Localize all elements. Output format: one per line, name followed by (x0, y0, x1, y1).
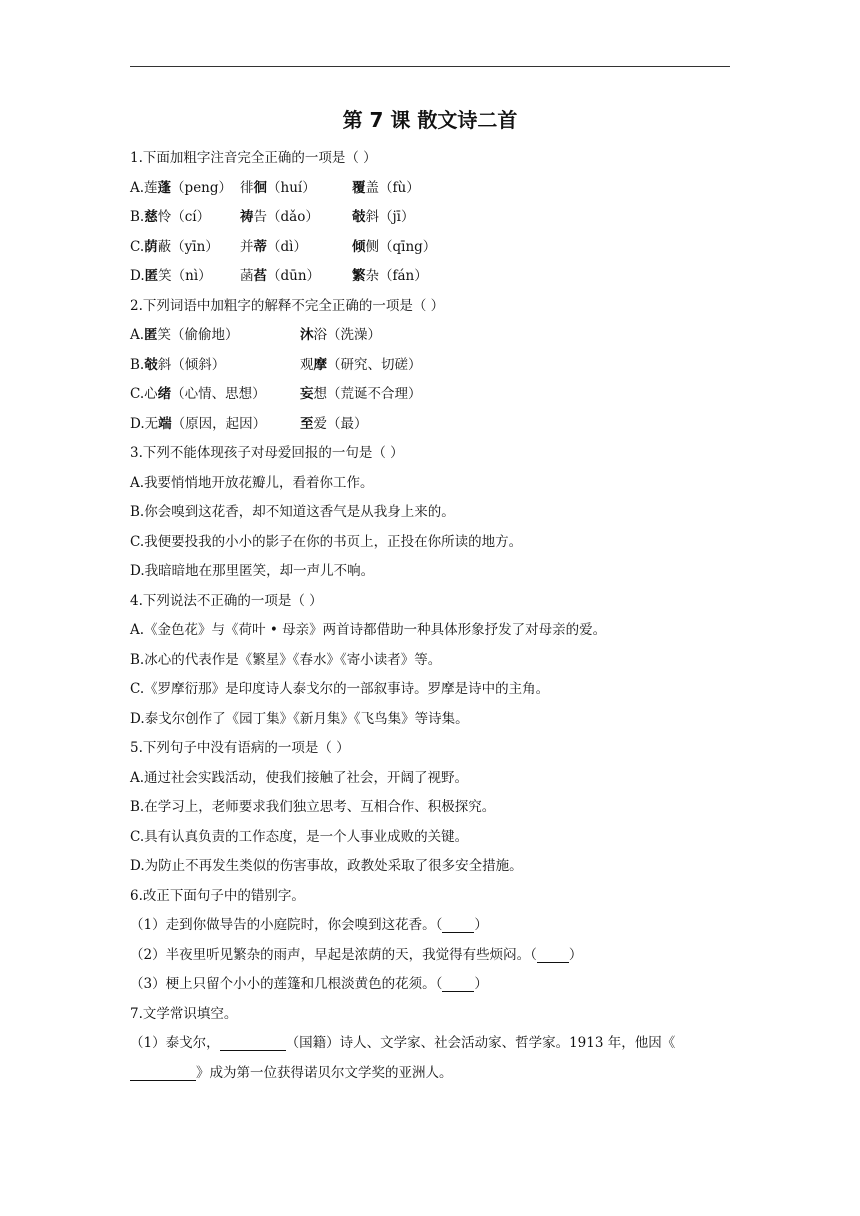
q2-stem: 2.下列词语中加粗字的解释不完全正确的一项是（ ） (130, 297, 445, 314)
q5-option-a: A.通过社会实践活动，使我们接触了社会，开阔了视野。 (130, 769, 469, 786)
q1-stem: 1.下面加粗字注音完全正确的一项是（ ） (130, 150, 377, 166)
q1-option-b: B.慈怜（cí） 祷告（dǎo） 攲斜（jī） (130, 209, 415, 225)
header-rule (130, 66, 730, 67)
q5-option-c: C.具有认真负责的工作态度，是一个人事业成败的关键。 (130, 828, 469, 845)
q6-item-2: （2）半夜里听见繁杂的雨声，早起是浓荫的天，我觉得有些烦闷。（ ） (130, 946, 583, 963)
q5-option-d: D.为防止不再发生类似的伤害事故，政教处采取了很多安全措施。 (130, 858, 523, 874)
q5-option-b: B.在学习上，老师要求我们独立思考、互相合作、积极探究。 (130, 799, 496, 815)
q6-item-3: （3）梗上只留个小小的莲篷和几根淡黄色的花须。（ ） (130, 976, 488, 992)
q6-item-1: （1）走到你做导告的小庭院时，你会嗅到这花香。（ ） (130, 917, 488, 933)
q2-option-b: B.攲斜（倾斜） 观摩（研究、切磋） (130, 356, 422, 373)
q4-stem: 4.下列说法不正确的一项是（ ） (130, 592, 323, 609)
q3-stem: 3.下列不能体现孩子对母爱回报的一句是（ ） (130, 445, 404, 461)
q1-option-a: A.莲蓬（peng） 徘徊（huí） 覆盖（fù） (130, 179, 420, 196)
q4-option-c: C.《罗摩衍那》是印度诗人泰戈尔的一部叙事诗。罗摩是诗中的主角。 (130, 681, 550, 697)
q2-option-c: C.心绪（心情、思想） 妄想（荒诞不合理） (130, 386, 422, 402)
q1-option-d: D.匿笑（nì） 菡萏（dūn） 繁杂（fán） (130, 268, 428, 284)
answer-blank[interactable] (130, 1066, 196, 1081)
q7-stem: 7.文学常识填空。 (130, 1005, 238, 1022)
q5-stem: 5.下列句子中没有语病的一项是（ ） (130, 740, 350, 756)
answer-blank[interactable] (442, 977, 474, 992)
q4-option-a: A.《金色花》与《荷叶 • 母亲》两首诗都借助一种具体形象抒发了对母亲的爱。 (130, 622, 607, 638)
answer-blank[interactable] (537, 948, 569, 963)
q4-option-b: B.冰心的代表作是《繁星》《春水》《寄小读者》等。 (130, 651, 442, 668)
q3-option-b: B.你会嗅到这花香，却不知道这香气是从我身上来的。 (130, 504, 455, 520)
q4-option-d: D.泰戈尔创作了《园丁集》《新月集》《飞鸟集》等诗集。 (130, 710, 469, 727)
page-title: 第 7 课 散文诗二首 (342, 108, 518, 132)
answer-blank[interactable] (220, 1036, 286, 1051)
q7-item-1: （1）泰戈尔， （国籍）诗人、文学家、社会活动家、哲学家。1913 年，他因《》成为第一位获得诺贝尔文学奖的亚洲人。 (130, 1035, 676, 1081)
document-body (130, 144, 730, 1088)
q1-option-c: C.荫蔽（yīn） 并蒂（dì） 倾侧（qīng） (130, 238, 437, 255)
q2-option-a: A.匿笑（偷偷地） 沐浴（洗澡） (130, 327, 381, 343)
answer-blank[interactable] (442, 918, 474, 933)
q6-stem: 6.改正下面句子中的错别字。 (130, 887, 305, 904)
q2-option-d: D.无端（原因，起因） 至爱（最） (130, 415, 368, 432)
q3-option-d: D.我暗暗地在那里匿笑，却一声儿不响。 (130, 563, 375, 579)
q3-option-a: A.我要悄悄地开放花瓣儿，看着你工作。 (130, 474, 374, 491)
q3-option-c: C.我便要投我的小小的影子在你的书页上，正投在你所读的地方。 (130, 533, 523, 550)
